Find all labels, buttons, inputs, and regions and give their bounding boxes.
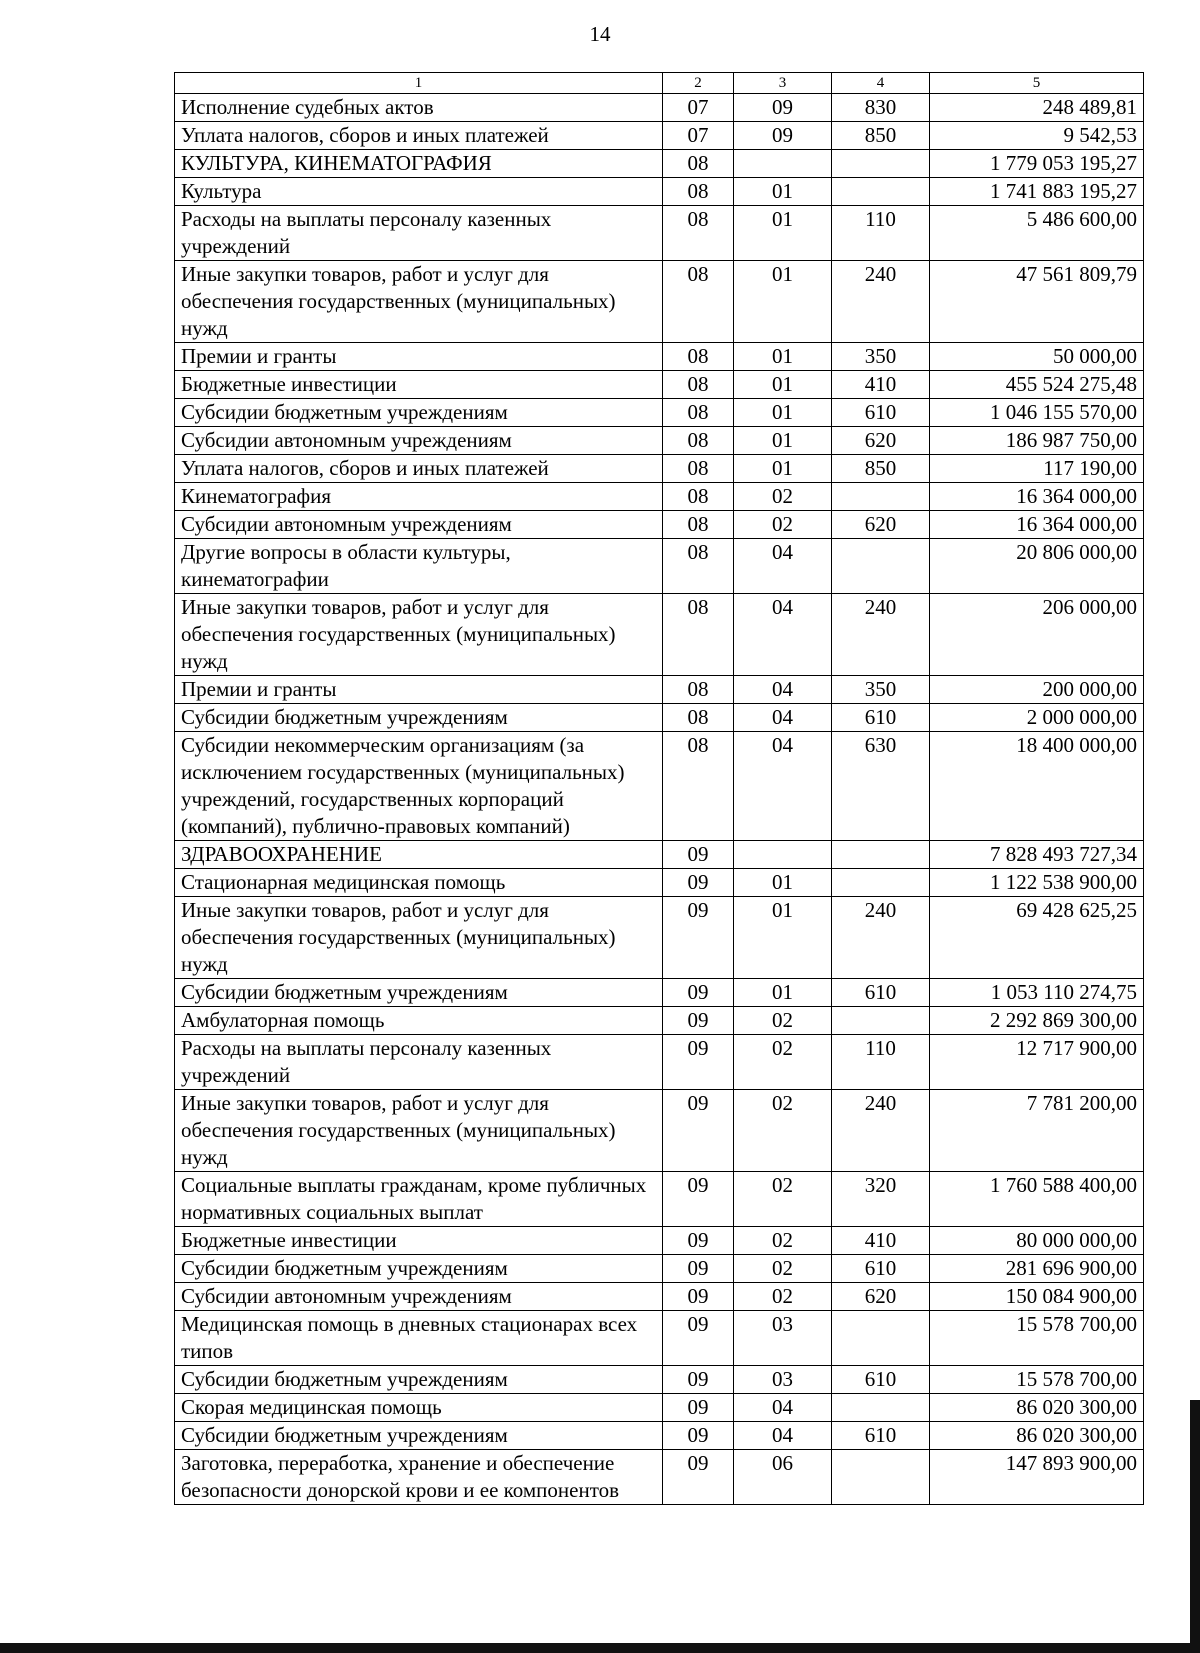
row-name-cell: Бюджетные инвестиции [175, 371, 663, 399]
row-subsection-cell: 02 [734, 1035, 832, 1090]
row-amount-cell: 117 190,00 [930, 455, 1144, 483]
row-section-cell: 07 [663, 122, 734, 150]
row-amount-cell: 455 524 275,48 [930, 371, 1144, 399]
row-subsection-cell: 02 [734, 1007, 832, 1035]
table-row [175, 94, 1144, 122]
row-name-cell: ЗДРАВООХРАНЕНИЕ [175, 841, 663, 869]
row-section-cell: 07 [663, 94, 734, 122]
row-section-cell: 09 [663, 869, 734, 897]
row-amount-cell: 281 696 900,00 [930, 1255, 1144, 1283]
row-section-cell: 08 [663, 704, 734, 732]
row-section-cell: 08 [663, 261, 734, 343]
row-expense-type-cell [832, 1007, 930, 1035]
row-name-cell: Субсидии автономным учреждениям [175, 511, 663, 539]
row-section-cell: 09 [663, 1227, 734, 1255]
row-expense-type-cell: 350 [832, 343, 930, 371]
row-name-cell: Бюджетные инвестиции [175, 1227, 663, 1255]
row-name-cell: Субсидии бюджетным учреждениям [175, 1255, 663, 1283]
table-row [175, 704, 1144, 732]
row-expense-type-cell [832, 841, 930, 869]
row-expense-type-cell [832, 539, 930, 594]
row-amount-cell: 16 364 000,00 [930, 511, 1144, 539]
row-amount-cell: 147 893 900,00 [930, 1450, 1144, 1505]
row-subsection-cell: 01 [734, 869, 832, 897]
table-row [175, 1227, 1144, 1255]
row-amount-cell: 18 400 000,00 [930, 732, 1144, 841]
row-section-cell: 08 [663, 732, 734, 841]
row-subsection-cell: 02 [734, 1283, 832, 1311]
row-section-cell: 08 [663, 343, 734, 371]
row-section-cell: 08 [663, 427, 734, 455]
row-amount-cell: 86 020 300,00 [930, 1394, 1144, 1422]
row-subsection-cell: 02 [734, 1090, 832, 1172]
row-subsection-cell: 03 [734, 1366, 832, 1394]
row-subsection-cell: 01 [734, 897, 832, 979]
row-section-cell: 08 [663, 455, 734, 483]
row-amount-cell: 69 428 625,25 [930, 897, 1144, 979]
row-name-cell: Исполнение судебных актов [175, 94, 663, 122]
row-subsection-cell [734, 841, 832, 869]
table-row [175, 1283, 1144, 1311]
row-expense-type-cell: 320 [832, 1172, 930, 1227]
row-subsection-cell: 02 [734, 1255, 832, 1283]
row-amount-cell: 2 292 869 300,00 [930, 1007, 1144, 1035]
row-subsection-cell: 04 [734, 1422, 832, 1450]
row-section-cell: 09 [663, 897, 734, 979]
row-amount-cell: 86 020 300,00 [930, 1422, 1144, 1450]
row-subsection-cell: 09 [734, 94, 832, 122]
row-subsection-cell: 04 [734, 539, 832, 594]
header-col-5: 5 [930, 73, 1144, 94]
row-expense-type-cell: 610 [832, 704, 930, 732]
row-amount-cell: 1 046 155 570,00 [930, 399, 1144, 427]
row-expense-type-cell: 240 [832, 261, 930, 343]
header-col-3: 3 [734, 73, 832, 94]
row-name-cell: Стационарная медицинская помощь [175, 869, 663, 897]
row-expense-type-cell [832, 1450, 930, 1505]
row-section-cell: 08 [663, 178, 734, 206]
row-expense-type-cell: 610 [832, 399, 930, 427]
table-row [175, 841, 1144, 869]
row-expense-type-cell [832, 869, 930, 897]
row-section-cell: 09 [663, 1283, 734, 1311]
row-section-cell: 09 [663, 1422, 734, 1450]
row-section-cell: 09 [663, 1090, 734, 1172]
row-expense-type-cell: 410 [832, 1227, 930, 1255]
row-section-cell: 08 [663, 511, 734, 539]
row-section-cell: 09 [663, 1007, 734, 1035]
row-amount-cell: 50 000,00 [930, 343, 1144, 371]
budget-table-body [175, 73, 1144, 1505]
row-subsection-cell: 02 [734, 483, 832, 511]
row-expense-type-cell: 410 [832, 371, 930, 399]
row-name-cell: Иные закупки товаров, работ и услуг для обеспечения государственных (муниципальных) нужд [175, 897, 663, 979]
row-amount-cell: 1 741 883 195,27 [930, 178, 1144, 206]
row-amount-cell: 248 489,81 [930, 94, 1144, 122]
row-subsection-cell: 01 [734, 399, 832, 427]
row-section-cell: 09 [663, 1366, 734, 1394]
row-section-cell: 08 [663, 399, 734, 427]
row-name-cell: Уплата налогов, сборов и иных платежей [175, 122, 663, 150]
row-name-cell: КУЛЬТУРА, КИНЕМАТОГРАФИЯ [175, 150, 663, 178]
table-row [175, 1311, 1144, 1366]
row-amount-cell: 47 561 809,79 [930, 261, 1144, 343]
row-expense-type-cell: 620 [832, 1283, 930, 1311]
row-subsection-cell: 04 [734, 704, 832, 732]
row-expense-type-cell: 240 [832, 594, 930, 676]
row-name-cell: Заготовка, переработка, хранение и обеспечение безопасности донорской крови и ее компонентов [175, 1450, 663, 1505]
row-name-cell: Иные закупки товаров, работ и услуг для обеспечения государственных (муниципальных) нужд [175, 1090, 663, 1172]
header-col-1: 1 [175, 73, 663, 94]
table-row [175, 343, 1144, 371]
table-row [175, 539, 1144, 594]
row-amount-cell: 16 364 000,00 [930, 483, 1144, 511]
table-row [175, 1394, 1144, 1422]
row-name-cell: Расходы на выплаты персоналу казенных учреждений [175, 206, 663, 261]
row-section-cell: 08 [663, 483, 734, 511]
row-subsection-cell: 02 [734, 511, 832, 539]
row-name-cell: Другие вопросы в области культуры, кинематографии [175, 539, 663, 594]
row-section-cell: 08 [663, 206, 734, 261]
table-row [175, 676, 1144, 704]
table-row [175, 1366, 1144, 1394]
row-subsection-cell: 01 [734, 979, 832, 1007]
row-amount-cell: 1 053 110 274,75 [930, 979, 1144, 1007]
table-row [175, 261, 1144, 343]
table-row [175, 206, 1144, 261]
row-subsection-cell: 04 [734, 594, 832, 676]
row-subsection-cell: 04 [734, 1394, 832, 1422]
row-amount-cell: 80 000 000,00 [930, 1227, 1144, 1255]
table-row [175, 732, 1144, 841]
row-subsection-cell: 04 [734, 676, 832, 704]
row-expense-type-cell: 850 [832, 122, 930, 150]
row-subsection-cell: 02 [734, 1172, 832, 1227]
row-expense-type-cell [832, 1394, 930, 1422]
row-expense-type-cell [832, 1311, 930, 1366]
row-name-cell: Амбулаторная помощь [175, 1007, 663, 1035]
table-row [175, 594, 1144, 676]
table-row [175, 979, 1144, 1007]
row-amount-cell: 20 806 000,00 [930, 539, 1144, 594]
row-expense-type-cell: 620 [832, 427, 930, 455]
row-subsection-cell: 01 [734, 343, 832, 371]
row-amount-cell: 2 000 000,00 [930, 704, 1144, 732]
row-name-cell: Субсидии бюджетным учреждениям [175, 1422, 663, 1450]
row-amount-cell: 200 000,00 [930, 676, 1144, 704]
table-row [175, 122, 1144, 150]
row-expense-type-cell: 610 [832, 979, 930, 1007]
table-row [175, 399, 1144, 427]
row-expense-type-cell: 350 [832, 676, 930, 704]
header-col-2: 2 [663, 73, 734, 94]
row-subsection-cell: 01 [734, 206, 832, 261]
row-name-cell: Субсидии некоммерческим организациям (за исключением государственных (муниципальных) учреждений, государственных корпораций (компаний), публично-правовых компаний) [175, 732, 663, 841]
table-row [175, 1450, 1144, 1505]
row-section-cell: 08 [663, 539, 734, 594]
row-name-cell: Субсидии автономным учреждениям [175, 427, 663, 455]
row-name-cell: Премии и гранты [175, 343, 663, 371]
row-amount-cell: 7 781 200,00 [930, 1090, 1144, 1172]
row-subsection-cell: 01 [734, 427, 832, 455]
row-name-cell: Скорая медицинская помощь [175, 1394, 663, 1422]
table-row [175, 511, 1144, 539]
row-section-cell: 08 [663, 371, 734, 399]
table-row [175, 371, 1144, 399]
row-subsection-cell: 01 [734, 261, 832, 343]
row-amount-cell: 5 486 600,00 [930, 206, 1144, 261]
row-expense-type-cell: 620 [832, 511, 930, 539]
row-expense-type-cell: 850 [832, 455, 930, 483]
budget-table [174, 72, 1144, 1505]
table-row [175, 483, 1144, 511]
row-amount-cell: 1 122 538 900,00 [930, 869, 1144, 897]
row-name-cell: Кинематография [175, 483, 663, 511]
row-section-cell: 09 [663, 1394, 734, 1422]
table-row [175, 897, 1144, 979]
row-amount-cell: 15 578 700,00 [930, 1366, 1144, 1394]
row-expense-type-cell: 240 [832, 1090, 930, 1172]
row-expense-type-cell [832, 178, 930, 206]
row-amount-cell: 150 084 900,00 [930, 1283, 1144, 1311]
row-section-cell: 09 [663, 979, 734, 1007]
row-expense-type-cell: 610 [832, 1255, 930, 1283]
row-amount-cell: 186 987 750,00 [930, 427, 1144, 455]
row-name-cell: Премии и гранты [175, 676, 663, 704]
table-row [175, 1035, 1144, 1090]
row-subsection-cell: 01 [734, 371, 832, 399]
table-header-row [175, 73, 1144, 94]
row-subsection-cell: 01 [734, 455, 832, 483]
row-subsection-cell: 04 [734, 732, 832, 841]
header-col-4: 4 [832, 73, 930, 94]
row-section-cell: 09 [663, 1035, 734, 1090]
table-row [175, 869, 1144, 897]
row-subsection-cell: 09 [734, 122, 832, 150]
table-row [175, 1255, 1144, 1283]
scan-edge-bottom [0, 1643, 1200, 1653]
row-section-cell: 09 [663, 841, 734, 869]
row-expense-type-cell [832, 150, 930, 178]
row-name-cell: Субсидии бюджетным учреждениям [175, 399, 663, 427]
row-subsection-cell: 02 [734, 1227, 832, 1255]
row-amount-cell: 9 542,53 [930, 122, 1144, 150]
row-name-cell: Социальные выплаты гражданам, кроме публичных нормативных социальных выплат [175, 1172, 663, 1227]
row-expense-type-cell: 830 [832, 94, 930, 122]
table-row [175, 1007, 1144, 1035]
row-section-cell: 09 [663, 1450, 734, 1505]
row-section-cell: 09 [663, 1172, 734, 1227]
row-name-cell: Иные закупки товаров, работ и услуг для обеспечения государственных (муниципальных) нужд [175, 594, 663, 676]
row-section-cell: 08 [663, 150, 734, 178]
row-subsection-cell: 01 [734, 178, 832, 206]
scan-edge-right [1190, 1400, 1200, 1653]
row-section-cell: 08 [663, 594, 734, 676]
row-section-cell: 09 [663, 1255, 734, 1283]
row-amount-cell: 206 000,00 [930, 594, 1144, 676]
row-expense-type-cell: 630 [832, 732, 930, 841]
table-row [175, 1422, 1144, 1450]
row-name-cell: Субсидии бюджетным учреждениям [175, 704, 663, 732]
row-subsection-cell [734, 150, 832, 178]
table-row [175, 455, 1144, 483]
row-expense-type-cell: 110 [832, 1035, 930, 1090]
table-row [175, 178, 1144, 206]
row-expense-type-cell: 610 [832, 1366, 930, 1394]
table-row [175, 1172, 1144, 1227]
table-row [175, 1090, 1144, 1172]
row-subsection-cell: 06 [734, 1450, 832, 1505]
row-amount-cell: 12 717 900,00 [930, 1035, 1144, 1090]
table-row [175, 427, 1144, 455]
page-number: 14 [589, 22, 611, 46]
row-amount-cell: 1 760 588 400,00 [930, 1172, 1144, 1227]
table-row [175, 150, 1144, 178]
row-name-cell: Иные закупки товаров, работ и услуг для обеспечения государственных (муниципальных) нужд [175, 261, 663, 343]
row-name-cell: Уплата налогов, сборов и иных платежей [175, 455, 663, 483]
row-expense-type-cell: 240 [832, 897, 930, 979]
row-subsection-cell: 03 [734, 1311, 832, 1366]
row-name-cell: Субсидии бюджетным учреждениям [175, 1366, 663, 1394]
row-expense-type-cell: 610 [832, 1422, 930, 1450]
row-amount-cell: 7 828 493 727,34 [930, 841, 1144, 869]
row-name-cell: Медицинская помощь в дневных стационарах всех типов [175, 1311, 663, 1366]
row-section-cell: 09 [663, 1311, 734, 1366]
row-expense-type-cell [832, 483, 930, 511]
row-name-cell: Субсидии автономным учреждениям [175, 1283, 663, 1311]
row-amount-cell: 15 578 700,00 [930, 1311, 1144, 1366]
row-section-cell: 08 [663, 676, 734, 704]
row-name-cell: Культура [175, 178, 663, 206]
row-amount-cell: 1 779 053 195,27 [930, 150, 1144, 178]
row-expense-type-cell: 110 [832, 206, 930, 261]
row-name-cell: Расходы на выплаты персоналу казенных учреждений [175, 1035, 663, 1090]
row-name-cell: Субсидии бюджетным учреждениям [175, 979, 663, 1007]
